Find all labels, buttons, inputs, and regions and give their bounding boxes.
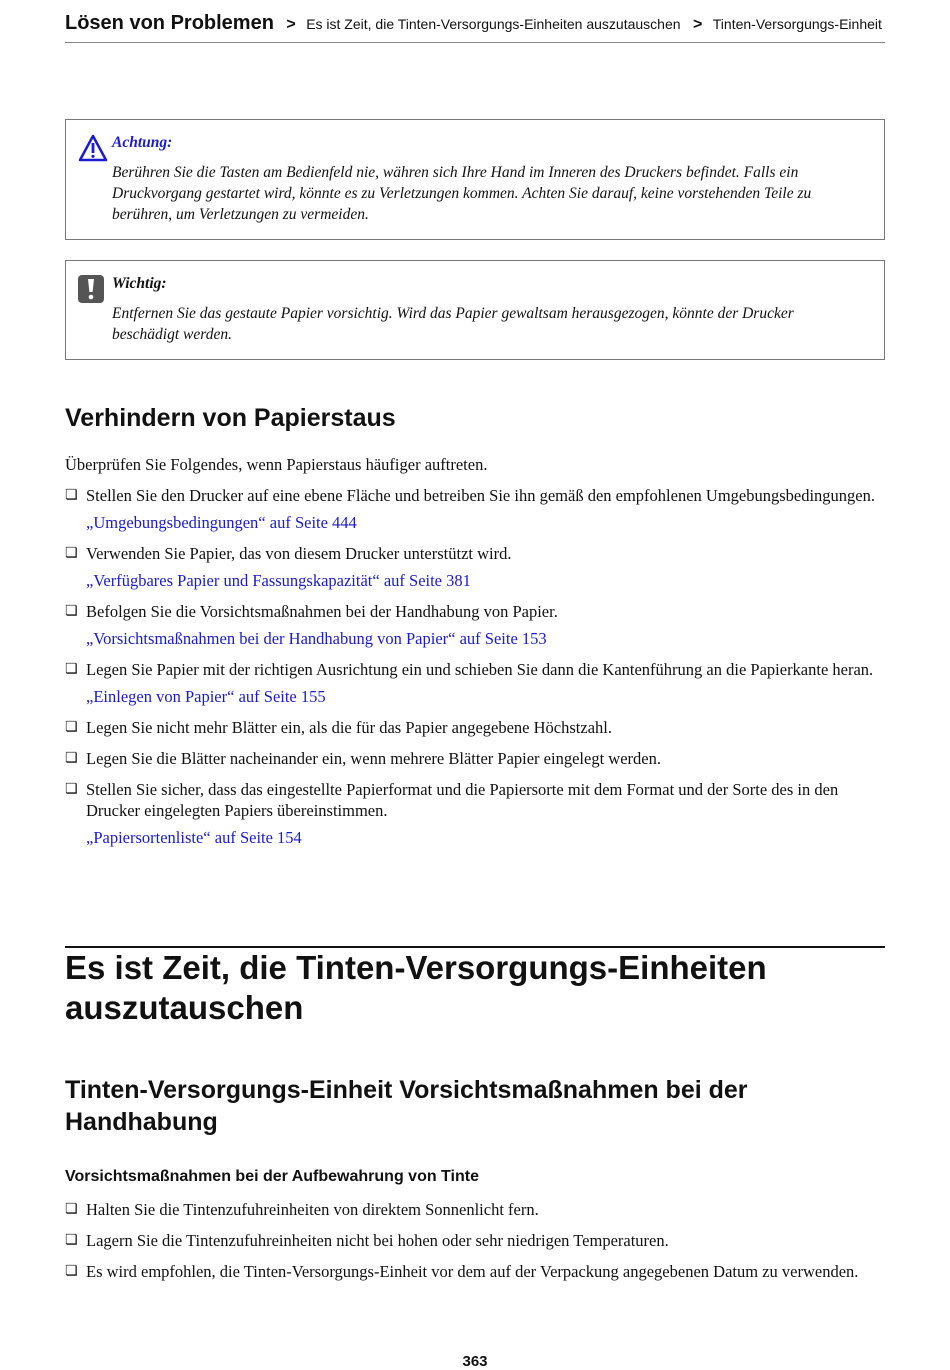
list-item: ❏ Befolgen Sie die Vorsichtsmaßnahmen bei der Handhabung von Papier. „Vorsichtsmaßnahmen bei der Handhabung von Papier“ auf Seite 153 [65, 601, 885, 649]
link[interactable]: „Papiersortenliste“ auf Seite 154 [86, 828, 302, 847]
list-item: ❏ Legen Sie nicht mehr Blätter ein, als die für das Papier angegebene Höchstzahl. [65, 717, 885, 738]
section-intro: Überprüfen Sie Folgendes, wenn Papierstaus häufiger auftreten. [65, 455, 488, 474]
page-number: 363 [462, 1353, 488, 1370]
page-header [65, 12, 885, 43]
subsection-heading: Vorsichtsmaßnahmen bei der Aufbewahrung von Tinte [65, 1168, 479, 1185]
list-item: ❏ Stellen Sie den Drucker auf eine ebene Fläche und betreiben Sie ihn gemäß den empfohlenen Umgebungsbedingungen. „Umgebungsbedingungen“ auf Seite 444 [65, 485, 885, 533]
list-item: ❏ Lagern Sie die Tintenzufuhreinheiten nicht bei hohen oder sehr niedrigen Temperaturen. [65, 1230, 885, 1251]
header-title: Lösen von Problemen [65, 12, 274, 34]
breadcrumb-separator: > [692, 16, 703, 33]
breadcrumb-1: Es ist Zeit, die Tinten-Versorgungs-Einheiten auszutauschen [306, 16, 681, 32]
list-item: ❏ Stellen Sie sicher, dass das eingestellte Papierformat und die Papiersorte mit dem Format und der Sorte des in den Drucker eingelegten Papiers übereinstimmen. „Papiersortenliste“ auf Seite 154 [65, 779, 885, 848]
list-item: ❏ Es wird empfohlen, die Tinten-Versorgungs-Einheit vor dem auf der Verpackung angegebenen Datum zu verwenden. [65, 1261, 885, 1282]
warning-triangle-icon [78, 134, 108, 162]
paper-jam-list [65, 475, 885, 848]
caution-label: Achtung: [112, 134, 173, 151]
caution-box [65, 119, 885, 240]
chapter-heading: Es ist Zeit, die Tinten-Versorgungs-Einheiten auszutauschen [65, 946, 885, 1028]
section-heading: Tinten-Versorgungs-Einheit Vorsichtsmaßnahmen bei der Handhabung [65, 1076, 748, 1136]
important-box [65, 260, 885, 360]
list-item: ❏ Legen Sie die Blätter nacheinander ein, wenn mehrere Blätter Papier eingelegt werden. [65, 748, 885, 769]
caution-text: Berühren Sie die Tasten am Bedienfeld nie, währen sich Ihre Hand im Inneren des Druckers befindet. Falls ein Druckvorgang gestartet wird, könnte es zu Verletzungen kommen. Achten Sie darauf, keine vorstehenden Teile zu berühren, um Verletzungen zu vermeiden. [112, 164, 812, 223]
link[interactable]: „Verfügbares Papier und Fassungskapazität“ auf Seite 381 [86, 571, 471, 590]
link[interactable]: „Umgebungsbedingungen“ auf Seite 444 [86, 513, 357, 532]
exclamation-icon [78, 275, 104, 303]
link[interactable]: „Vorsichtsmaßnahmen bei der Handhabung von Papier“ auf Seite 153 [86, 629, 547, 648]
list-item: ❏ Legen Sie Papier mit der richtigen Ausrichtung ein und schieben Sie dann die Kantenführung an die Papierkante heran. „Einlegen von Papier“ auf Seite 155 [65, 659, 885, 707]
ink-storage-list [65, 1189, 885, 1282]
list-item: ❏ Halten Sie die Tintenzufuhreinheiten von direktem Sonnenlicht fern. [65, 1199, 885, 1220]
section-heading: Verhindern von Papierstaus [65, 404, 396, 432]
important-text: Entfernen Sie das gestaute Papier vorsichtig. Wird das Papier gewaltsam herausgezogen, könnte der Drucker beschädigt werden. [112, 305, 794, 343]
list-item: ❏ Verwenden Sie Papier, das von diesem Drucker unterstützt wird. „Verfügbares Papier und Fassungskapazität“ auf Seite 381 [65, 543, 885, 591]
breadcrumb-2: Tinten-Versorgungs-Einheit [712, 16, 882, 32]
link[interactable]: „Einlegen von Papier“ auf Seite 155 [86, 687, 326, 706]
important-label: Wichtig: [112, 275, 167, 292]
breadcrumb-separator: > [286, 16, 296, 33]
